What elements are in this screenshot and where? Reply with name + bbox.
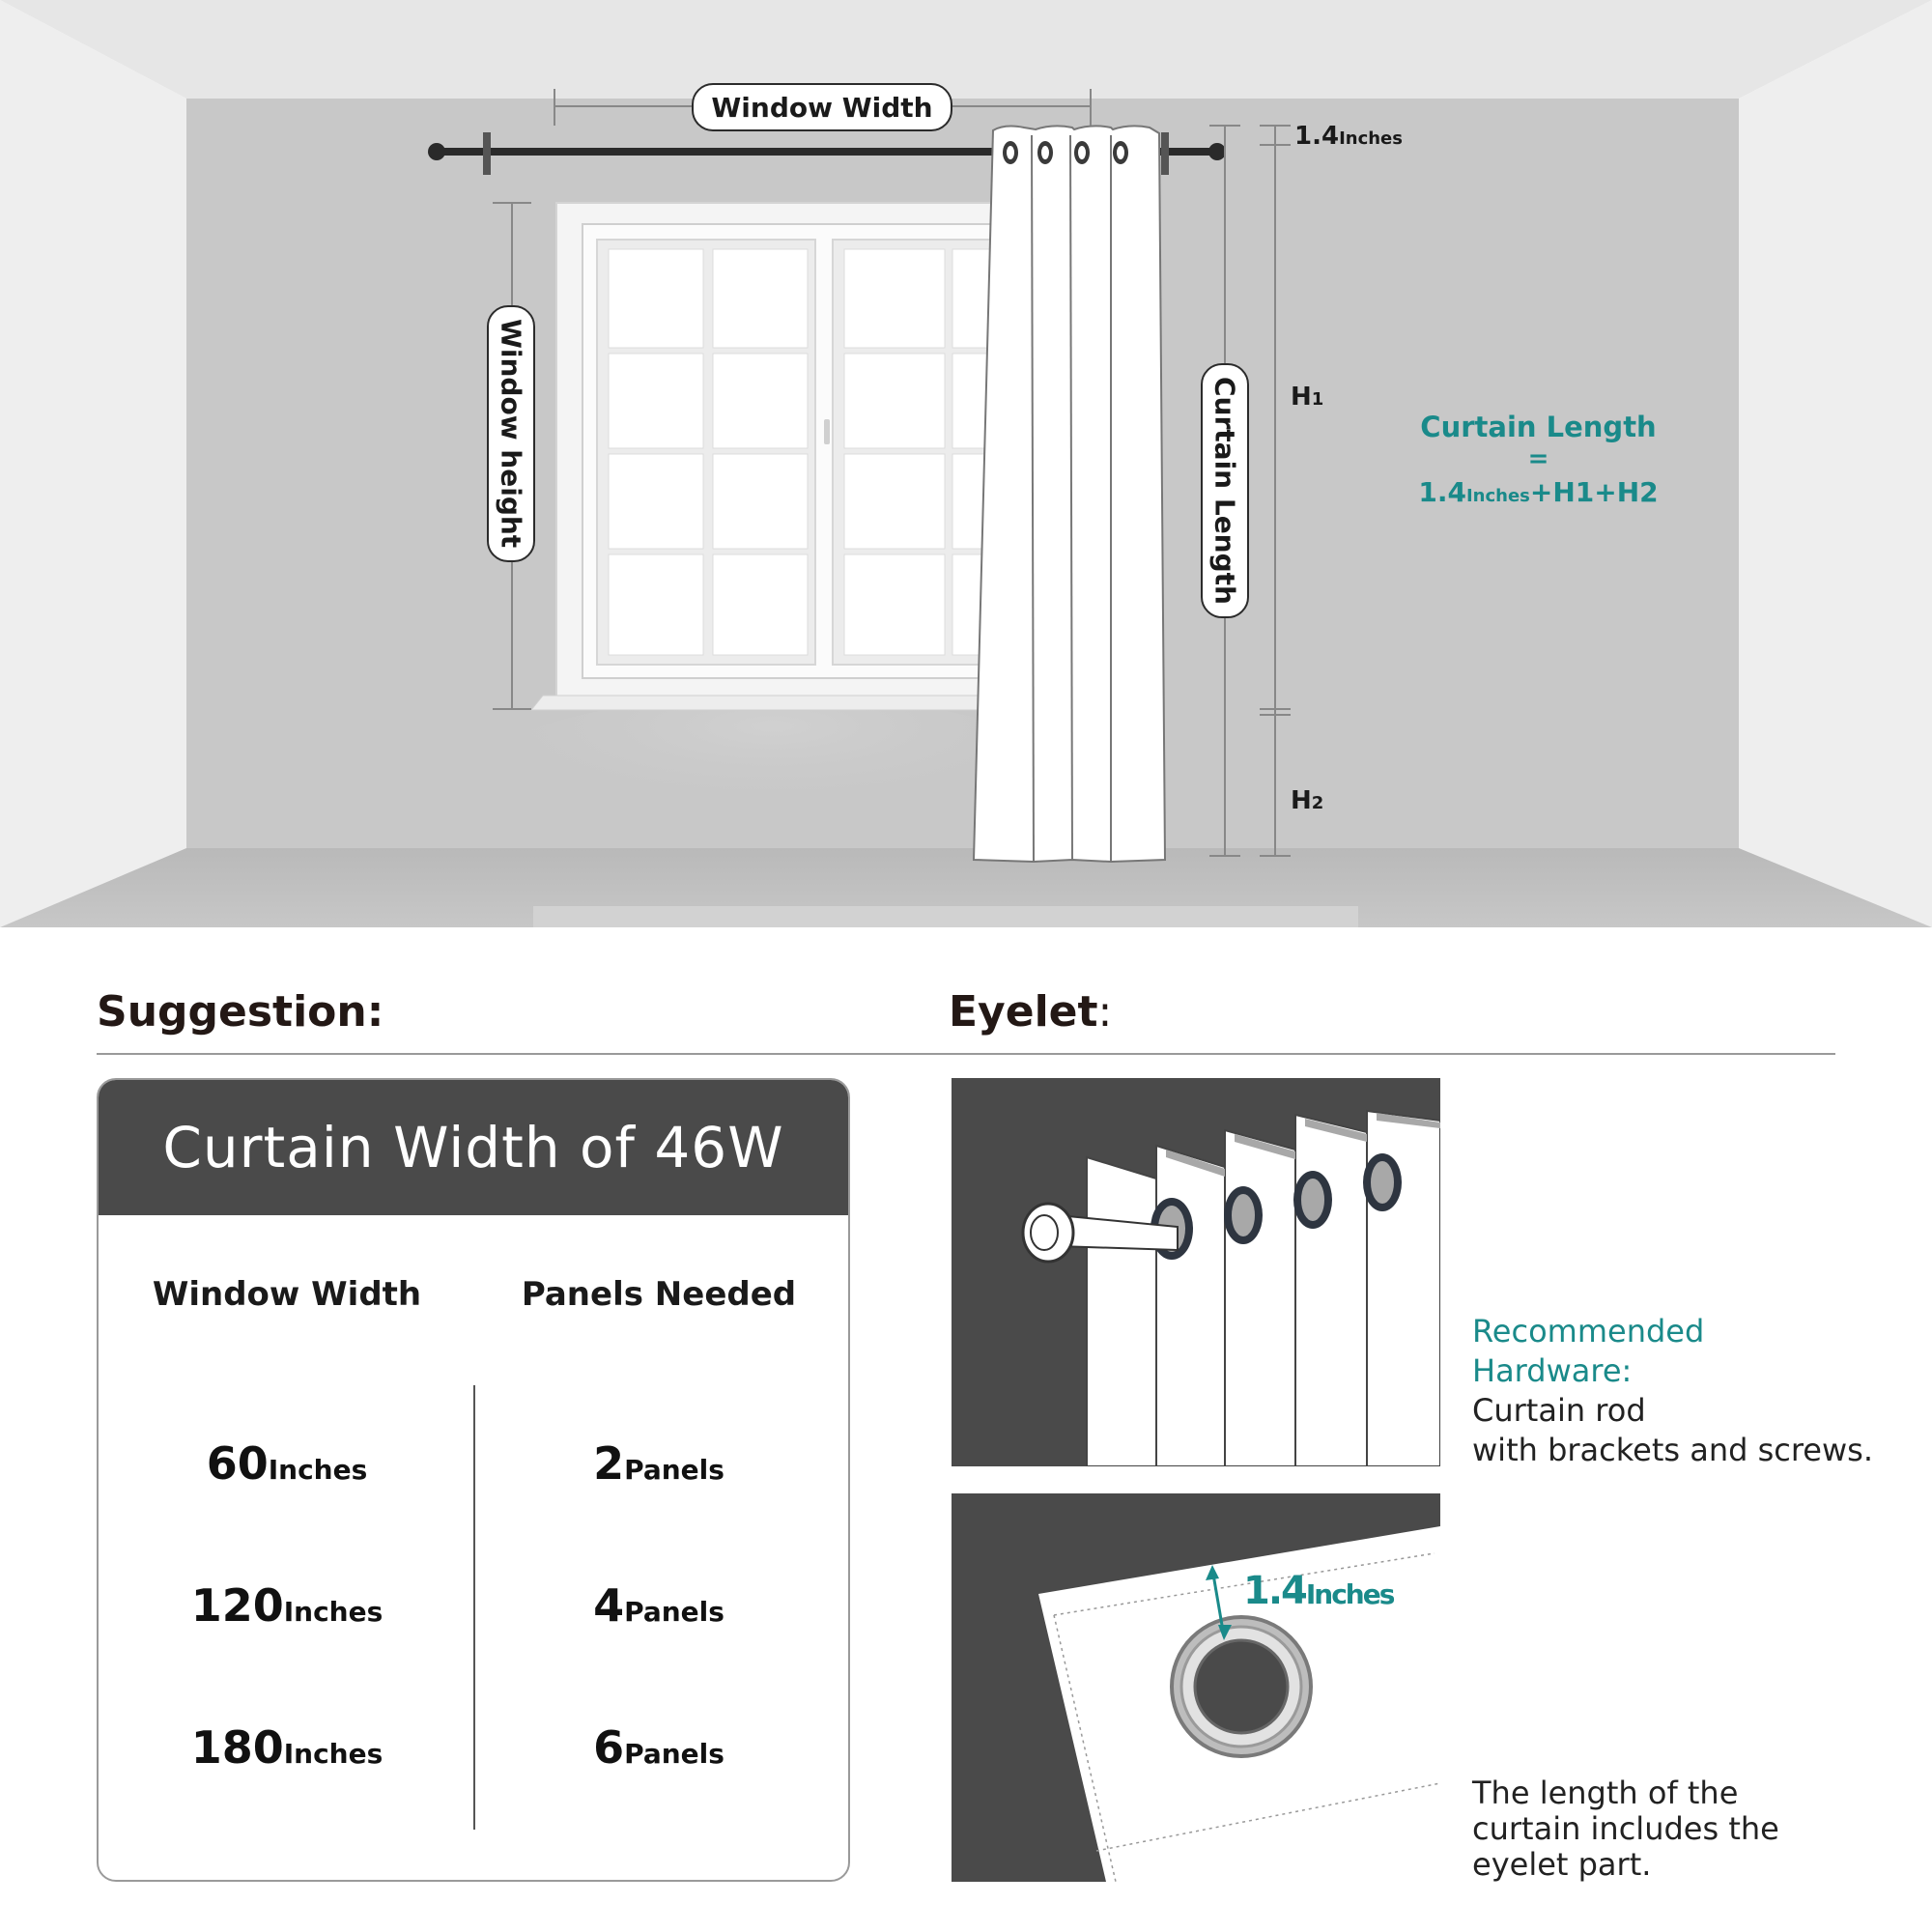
top-gap-value: 1.4 <box>1294 122 1340 151</box>
section-divider <box>97 1053 1835 1055</box>
top-gap-label <box>1294 122 1403 151</box>
curtain-length-label: Curtain Length <box>1201 363 1249 618</box>
recommended-hardware <box>1472 1312 1873 1470</box>
eyelet-title: Eyelet: <box>949 987 1113 1037</box>
formula-title: Curtain Length <box>1420 411 1657 443</box>
h2-label: H2 <box>1291 786 1324 815</box>
table-row: 6Panels <box>593 1721 724 1774</box>
eyelet-closeup-image <box>952 1493 1440 1882</box>
window-height-label: Window height <box>487 305 535 562</box>
formula-equals: = <box>1527 444 1549 473</box>
col-header-window-width: Window Width <box>152 1275 422 1314</box>
hardware-heading-line1: Recommended <box>1472 1313 1705 1350</box>
suggestion-card <box>97 1078 850 1882</box>
top-gap-unit: Inches <box>1339 128 1403 149</box>
hardware-line1: Curtain rod <box>1472 1392 1646 1429</box>
table-row: 2Panels <box>593 1437 724 1490</box>
column-divider <box>473 1385 475 1830</box>
table-row: 120Inches <box>190 1579 384 1632</box>
hardware-line2: with brackets and screws. <box>1472 1432 1873 1468</box>
window-width-label: Window Width <box>692 83 952 131</box>
suggestion-title: Suggestion: <box>97 987 384 1037</box>
eyelet-size-label: 1.4Inches <box>1243 1569 1394 1613</box>
table-row: 4Panels <box>593 1579 724 1632</box>
eyelet-rod-image <box>952 1078 1440 1466</box>
col-header-panels-needed: Panels Needed <box>521 1275 797 1314</box>
eyelet-note: The length of the curtain includes the eyelet part. <box>1472 1775 1779 1883</box>
table-row: 60Inches <box>206 1437 368 1490</box>
formula-block <box>1401 410 1676 516</box>
formula-expression: 1.4Inches+H1+H2 <box>1418 476 1659 508</box>
card-title: Curtain Width of 46W <box>99 1080 848 1215</box>
h1-label: H1 <box>1291 383 1324 412</box>
table-row: 180Inches <box>190 1721 384 1774</box>
hardware-heading-line2: Hardware: <box>1472 1352 1633 1389</box>
